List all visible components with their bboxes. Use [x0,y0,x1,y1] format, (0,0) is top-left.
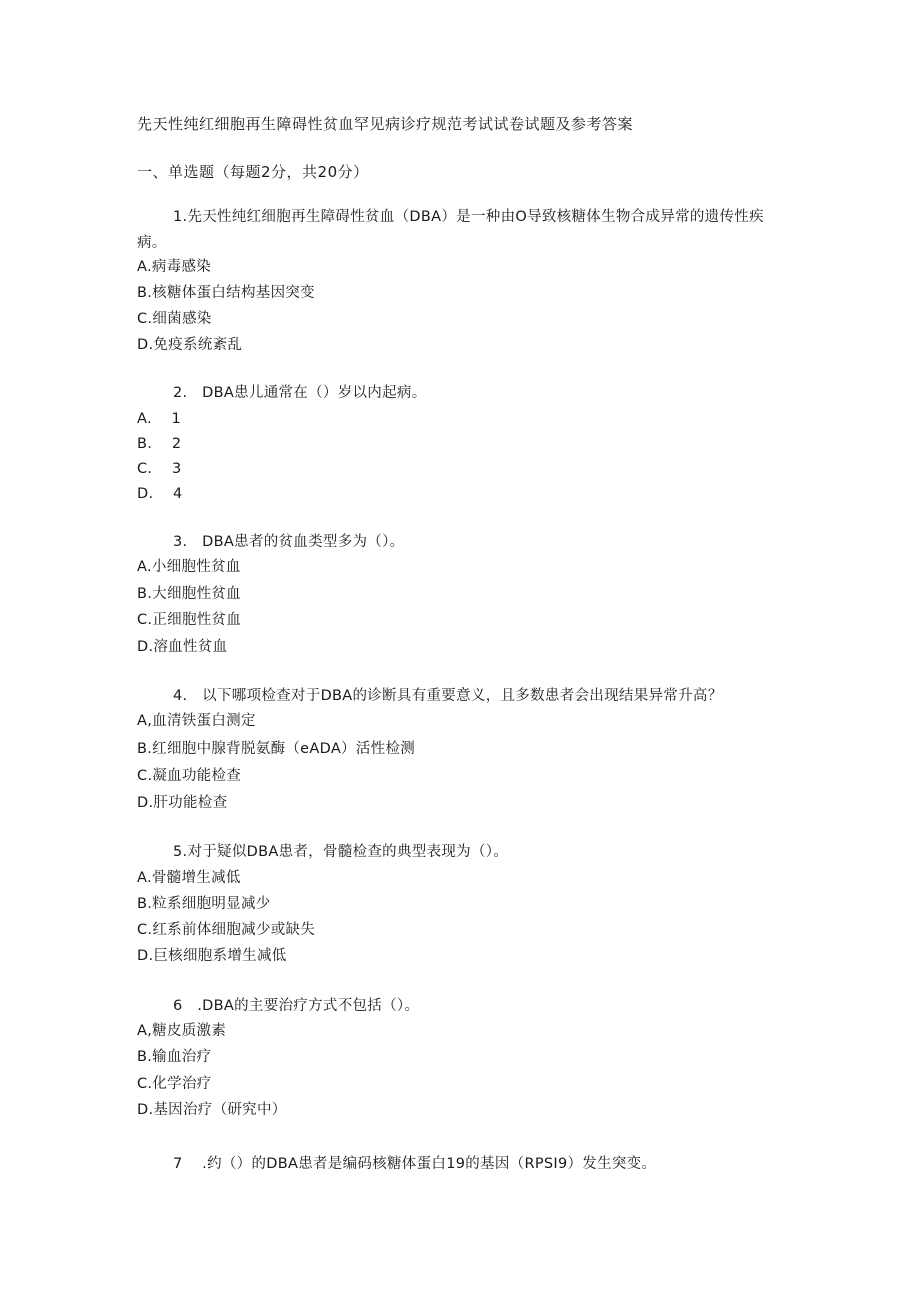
option-letter: A. [137,559,152,575]
question-5-option-a [137,868,241,888]
question-number: 4. [173,688,188,704]
option-text: 骨髓增生减低 [151,870,241,886]
option-letter: A, [137,1023,153,1039]
question-2-option-c [137,459,182,479]
option-letter: B. [137,896,153,912]
option-text: 4 [173,486,183,502]
option-text: 免疫系统紊乱 [153,337,243,353]
option-letter: C. [137,461,153,477]
question-2-stem [137,380,777,406]
option-text: 核糖体蛋白结构基因突变 [152,285,315,301]
option-letter: A, [137,713,153,729]
option-letter: D. [137,948,154,964]
question-1-option-a [137,257,211,277]
question-6-stem [137,993,777,1019]
option-text: 粒系细胞明显减少 [152,896,271,912]
document-title: 先天性纯红细胞再生障碍性贫血罕见病诊疗规范考试试卷试题及参考答案 [137,115,634,133]
option-text: 血清铁蛋白测定 [152,713,256,729]
option-letter: C. [137,612,153,628]
question-3-option-d [137,637,227,657]
question-number: 7 [173,1156,183,1172]
option-letter: D. [137,1102,154,1118]
question-2-option-b [137,434,181,454]
question-3-option-b [137,584,241,604]
question-6-option-b [137,1047,211,1067]
question-4-option-b [137,739,415,759]
option-letter: A. [137,870,152,886]
question-1-stem [137,204,777,256]
question-4-option-a [137,711,256,731]
option-text: 凝血功能检查 [152,768,242,784]
option-letter: C. [137,922,153,938]
option-letter: C. [137,311,153,327]
option-letter: D. [137,639,154,655]
question-3-option-c [137,610,241,630]
question-number: 5. [173,844,188,860]
option-text: 细菌感染 [152,311,212,327]
question-text: DBA患儿通常在（）岁以内起病。 [202,385,427,401]
question-text: 先天性纯红细胞再生障碍性贫血（DBA）是一种由O导致核糖体生物合成异常的遗传性疾病。 [137,209,764,251]
option-text: 病毒感染 [151,259,212,275]
section-heading: 一、单选题（每题2分，共20分） [137,163,369,181]
question-number: 3. [173,534,188,550]
question-6-option-d [137,1100,287,1120]
question-3-option-a [137,557,241,577]
option-text: 大细胞性贫血 [152,586,241,602]
option-letter: B. [137,285,153,301]
option-text: 巨核细胞系增生减低 [153,948,287,964]
option-text: 红系前体细胞减少或缺失 [152,922,316,938]
question-number: 6 [173,998,183,1014]
question-number: 2. [173,385,188,401]
question-text: DBA患者的贫血类型多为（）。 [202,534,405,550]
question-3-stem [137,529,777,555]
option-letter: D. [137,337,154,353]
question-text: 以下哪项检查对于DBA的诊断具有重要意义，且多数患者会出现结果异常升高？ [202,688,723,704]
question-1-option-c [137,309,212,329]
option-text: 1 [171,411,182,427]
question-5-option-b [137,894,271,914]
option-letter: B. [137,586,153,602]
option-text: 红细胞中腺背脱氨酶（eADA）活性检测 [152,741,416,757]
question-number: 1. [173,209,188,225]
question-text: .DBA的主要治疗方式不包括（）。 [197,998,420,1014]
option-letter: B. [137,1049,153,1065]
question-4-option-d [137,793,227,813]
question-2-option-a [137,409,181,429]
option-letter: C. [137,768,153,784]
option-letter: A. [137,411,152,427]
option-text: 化学治疗 [152,1076,212,1092]
question-5-option-c [137,920,315,940]
option-letter: C. [137,1076,153,1092]
option-letter: D. [137,486,154,502]
option-letter: D. [137,795,154,811]
option-text: 正细胞性贫血 [152,612,242,628]
question-6-option-c [137,1074,212,1094]
question-1-option-d [137,335,242,355]
option-text: 小细胞性贫血 [151,559,241,575]
question-5-option-d [137,946,287,966]
option-text: 溶血性贫血 [153,639,228,655]
option-text: 2 [171,436,182,452]
question-1-option-b [137,283,315,303]
question-4-stem [137,683,777,709]
option-text: 输血治疗 [152,1049,212,1065]
question-4-option-c [137,766,241,786]
option-text: 糖皮质激素 [152,1023,227,1039]
question-2-option-d [137,484,183,504]
question-7-stem [137,1151,777,1177]
question-6-option-a [137,1021,226,1041]
option-text: 3 [171,461,182,477]
question-text: .约（）的DBA患者是编码核糖体蛋白19的基因（RPSI9）发生突变。 [202,1156,657,1172]
option-text: 基因治疗（研究中） [153,1102,287,1118]
question-text: 对于疑似DBA患者，骨髓检查的典型表现为（）。 [187,844,509,860]
option-letter: B. [137,741,153,757]
option-letter: B. [137,436,153,452]
option-letter: A. [137,259,152,275]
option-text: 肝功能检查 [153,795,228,811]
question-5-stem [137,839,777,865]
